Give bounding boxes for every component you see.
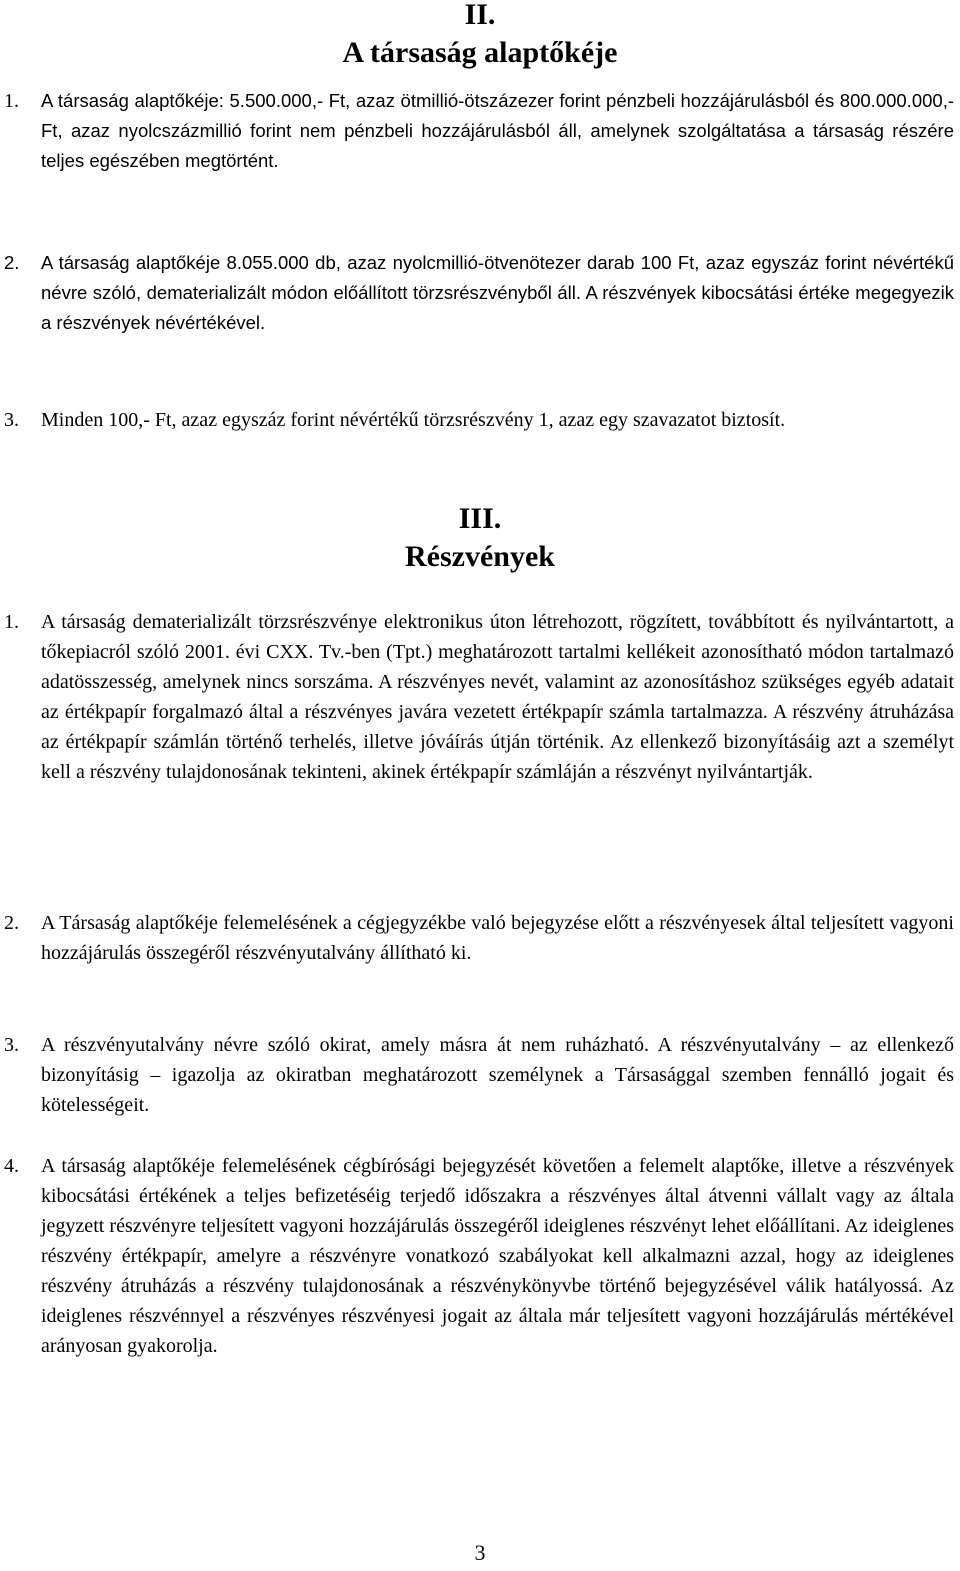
- item-text: A társaság alaptőkéje: 5.500.000,- Ft, azaz ötmillió-ötszázezer forint pénzbeli hozzájárulásból és 800.000.000,- Ft, azaz nyolcszázmillió forint nem pénzbeli hozzájárulásból áll, amelynek szolgáltatása a társaság részére teljes egészében megtörtént.: [41, 90, 954, 171]
- section-title: A társaság alaptőkéje: [342, 36, 618, 69]
- item-number: 1.: [4, 611, 19, 633]
- section-iii-heading: [0, 500, 960, 576]
- item-text: A Társaság alaptőkéje felemelésének a cégjegyzékbe való bejegyzése előtt a részvényesek által teljesített vagyoni hozzájárulás összegéről részvényutalvány állítható ki.: [41, 912, 954, 964]
- item-number: 3.: [4, 1034, 19, 1056]
- list-item: [0, 607, 960, 787]
- list-item: [0, 405, 960, 435]
- item-text: A társaság dematerializált törzsrészvénye elektronikus úton létrehozott, rögzített, továbbított és nyilvántartott, a tőkepiacról szóló 2001. évi CXX. Tv.-ben (Tpt.) meghatározott tartalmi kellékeit azonosítható módon tartalmazó adatösszesség, amelynek nincs sorszáma. A részvényes nevét, valamint az azonosításhoz szükséges egyéb adatait az értékpapír forgalmazó által a részvényes javára vezetett értékpapír számla tartalmazza. A részvény átruházása az értékpapír számlán történő terhelés, illetve jóváírás útján történik. Az ellenkező bizonyításáig azt a személyt kell a részvény tulajdonosának tekinteni, akinek értékpapír számláján a részvényt nyilvántartják.: [41, 611, 954, 783]
- list-item: [0, 86, 960, 176]
- item-text: A társaság alaptőkéje 8.055.000 db, azaz nyolcmillió-ötvenötezer darab 100 Ft, azaz egyszáz forint névértékű névre szóló, dematerializált módon előállított törzsrészvényből áll. A részvények kibocsátási értéke megegyezik a részvények névértékével.: [41, 252, 954, 333]
- item-number: 3.: [4, 409, 19, 431]
- item-text: A részvényutalvány névre szóló okirat, amely másra át nem ruházható. A részvényutalvány – az ellenkező bizonyításig – igazolja az okiratban meghatározott személynek a Társasággal szemben fennálló jogait és kötelességeit.: [41, 1034, 954, 1116]
- list-item: [0, 248, 960, 338]
- section-title: Részvények: [405, 540, 555, 573]
- section-number: II.: [464, 0, 496, 31]
- list-item: [0, 908, 960, 968]
- page-number: 3: [474, 1540, 486, 1565]
- list-item: [0, 1151, 960, 1361]
- item-text: Minden 100,- Ft, azaz egyszáz forint névértékű törzsrészvény 1, azaz egy szavazatot biztosít.: [41, 409, 786, 431]
- list-item: [0, 1030, 960, 1120]
- item-text: A társaság alaptőkéje felemelésének cégbírósági bejegyzését követően a felemelt alaptőke, illetve a részvények kibocsátási értékének a teljes befizetéséig terjedő időszakra a részvényes által átvenni vállalt vagy az általa jegyzett részvényre teljesített vagyoni hozzájárulás összegéről ideiglenes részvényt lehet előállítani. Az ideiglenes részvény értékpapír, amelyre a részvényre vonatkozó szabályokat kell alkalmazni azzal, hogy az ideiglenes részvény átruházás a részvény tulajdonosának a részvénykönyvbe történő bejegyzésével válik hatályossá. Az ideiglenes részvénnyel a részvényes részvényesi jogait az általa már teljesített vagyoni hozzájárulás mértékével arányosan gyakorolja.: [41, 1155, 954, 1357]
- section-ii-heading: [0, 0, 960, 72]
- item-number: 1.: [4, 90, 19, 112]
- item-number: 2.: [4, 912, 19, 934]
- section-number: III.: [458, 502, 502, 535]
- item-number: 2.: [4, 252, 20, 273]
- item-number: 4.: [4, 1155, 19, 1177]
